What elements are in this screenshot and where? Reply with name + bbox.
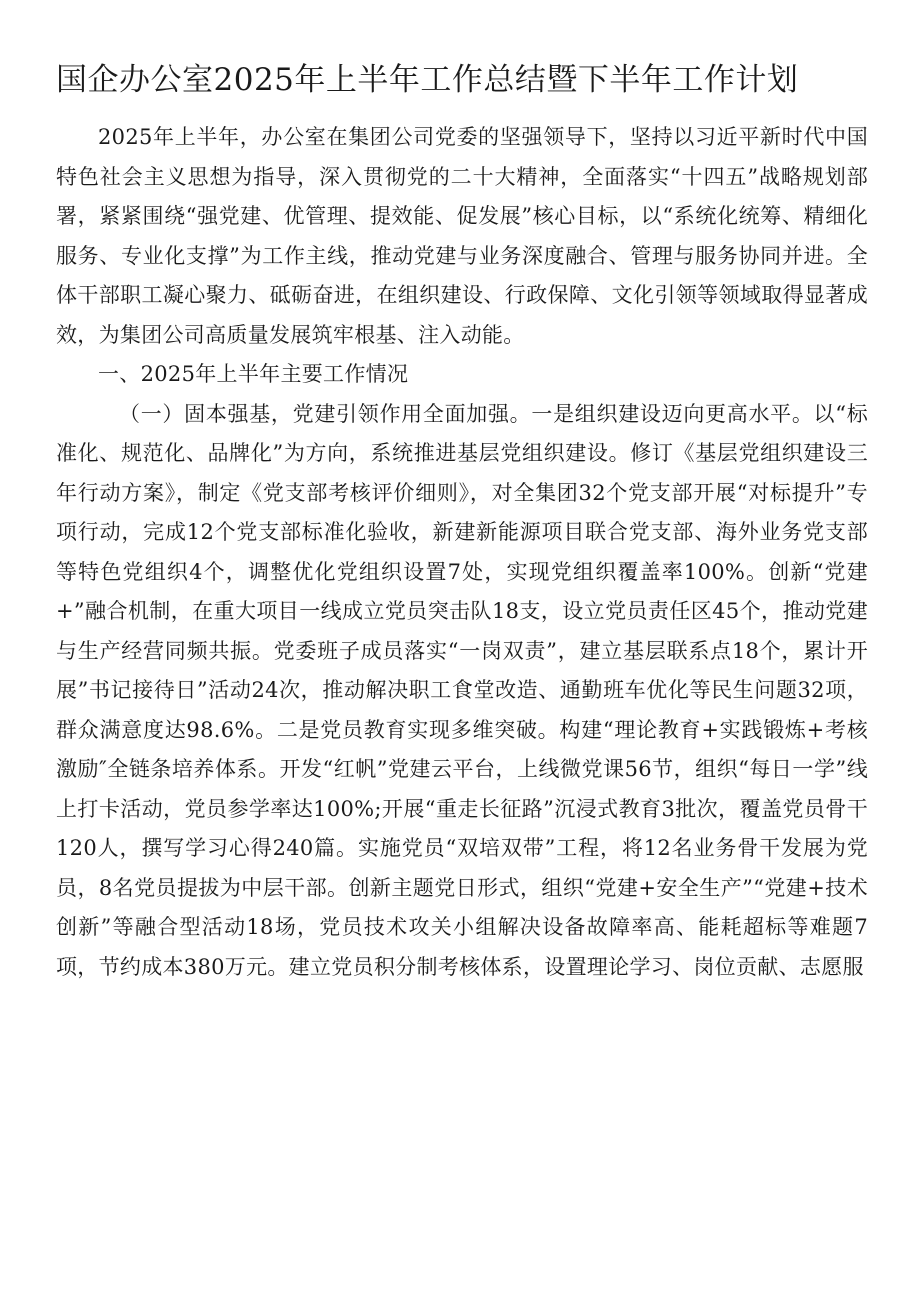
section-heading: 一、2025年上半年主要工作情况 xyxy=(98,362,409,386)
intro-paragraph: 2025年上半年，办公室在集团公司党委的坚强领导下，坚持以习近平新时代中国特色社会主义思想为指导，深入贯彻党的二十大精神，全面落实“十四五”战略规划部署，紧紧围绕“强党建、优管理、提效能、促发展”核心目标，以“系统化统筹、精细化服务、专业化支撑”为工作主线，推动党建与业务深度融合、管理与服务协同并进。全体干部职工凝心聚力、砥砺奋进，在组织建设、行政保障、文化引领等领域取得显著成效，为集团公司高质量发展筑牢根基、注入动能。 xyxy=(56,125,868,347)
subsection-paragraph: （一）固本强基，党建引领作用全面加强。一是组织建设迈向更高水平。以“标准化、规范化、品牌化”为方向，系统推进基层党组织建设。修订《基层党组织建设三年行动方案》，制定《党支部考核评价细则》，对全集团32个党支部开展“对标提升”专项行动，完成12个党支部标准化验收，新建新能源项目联合党支部、海外业务党支部等特色党组织4个，调整优化党组织设置7处，实现党组织覆盖率100%。创新“党建+”融合机制，在重大项目一线成立党员突击队18支，设立党员责任区45个，推动党建与生产经营同频共振。党委班子成员落实“一岗双责”，建立基层联系点18个，累计开展”书记接待日”活动24次，推动解决职工食堂改造、通勤班车优化等民生问题32项，群众满意度达98.6%。二是党员教育实现多维突破。构建“理论教育+实践锻炼+考核激励″全链条培养体系。开发“红帆”党建云平台，上线微党课56节，组织“每日一学”线上打卡活动，党员参学率达100%;开展“重走长征路”沉浸式教育3批次，覆盖党员骨干120人，撰写学习心得240篇。实施党员“双培双带”工程，将12名业务骨干发展为党员，8名党员提拔为中层干部。创新主题党日形式，组织“党建+安全生产”“党建+技术创新”等融合型活动18场，党员技术攻关小组解决设备故障率高、能耗超标等难题7项，节约成本380万元。建立党员积分制考核体系，设置理论学习、岗位贡献、志愿服 xyxy=(56,401,868,979)
document-body xyxy=(56,118,868,987)
document-title: 国企办公室2025年上半年工作总结暨下半年工作计划 xyxy=(56,62,799,98)
